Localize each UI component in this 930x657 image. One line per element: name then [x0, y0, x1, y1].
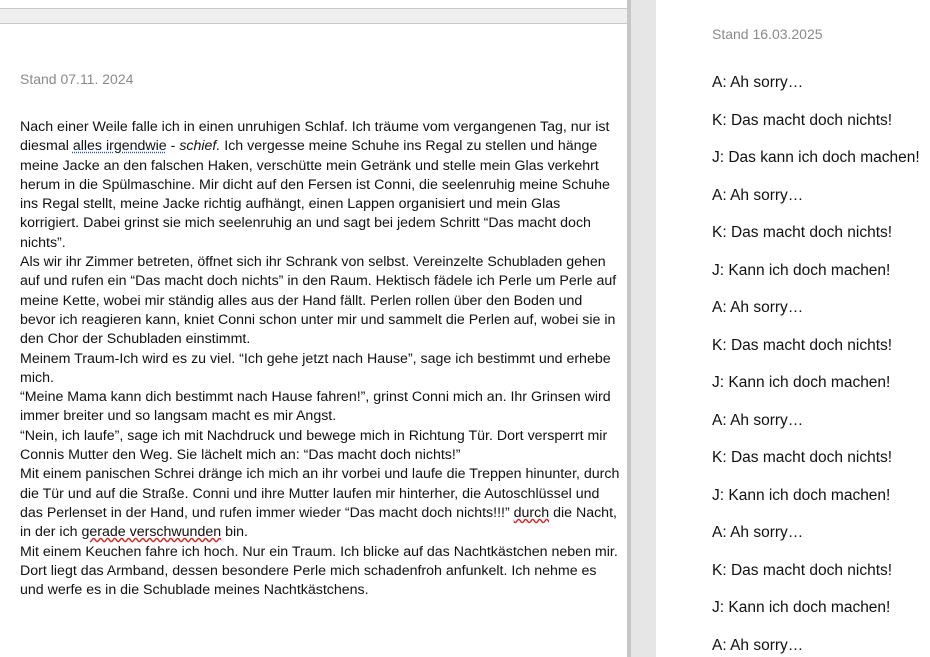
paragraph-2: Als wir ihr Zimmer betreten, öffnet sich ihr Schrank von selbst. Vereinzelte Schubladen gehen auf und rufen ein “Das macht doch nichts” in den Raum. Hektisch fädele ich Perle um Perle auf meine Kette, wobei mir ständig alles aus der Hand fällt. Perlen rollen über den Boden und bevor ich reagieren kann, kniet Conni schon unter mir und sammelt die Perlen auf, wobei sie in den Chor der Schubladen einstimmt.: [20, 254, 617, 348]
spellcheck-marked-text[interactable]: durch: [513, 504, 550, 521]
text-segment: Nach einer Weile falle ich in einen unruhigen Schlaf. Ich träume vom vergangenen Tag, nur ist diesmal: [20, 119, 610, 155]
dialogue-line: A: Ah sorry…: [712, 636, 804, 654]
stand-date-right: Stand 16.03.2025: [712, 26, 823, 42]
dialogue-line: J: Kann ich doch machen!: [712, 486, 891, 504]
grammar-marked-text[interactable]: alles irgendwie: [72, 138, 167, 155]
dialogue-line: K: Das macht doch nichts!: [712, 561, 893, 579]
paragraph-3: Meinem Traum-Ich wird es zu viel. “Ich gehe jetzt nach Hause”, sage ich bestimmt und erhebe mich.: [20, 350, 611, 386]
dialogue-line: J: Das kann ich doch machen!: [712, 149, 920, 166]
story-text[interactable]: [20, 118, 620, 600]
dialogue-line: K: Das macht doch nichts!: [712, 111, 893, 129]
text-segment: Mit einem panischen Schrei dränge ich mich an ihr vorbei und laufe die Treppen hinunter, durch die Tür und auf die Straße. Conni und ihre Mutter laufen mir hinterher, die Autoschlüssel und das Perlenset in der Hand, und rufen immer wieder “Das macht doch nichts!!!”: [20, 466, 620, 521]
text-segment: Ich vergesse meine Schuhe ins Regal zu stellen und hänge meine Jacke an den falschen Haken, verschütte mein Getränk und stelle mein Glas verkehrt herum in die Spülmaschine. Mir dicht auf den Fersen ist Conni, die seelenruhig meine Schuhe ins Regal stellt, meine Jacke richtig aufhängt, einen Lappen organisiert und mein Glas korrigiert. Dabei grinst sie mich seelenruhig an und sagt bei jedem Schritt “Das macht doch nichts”.: [20, 138, 610, 251]
dialogue-line: A: Ah sorry…: [712, 299, 804, 316]
paragraph-6: [20, 465, 620, 542]
stand-date-left: Stand 07.11. 2024: [20, 71, 134, 87]
dialogue-line: K: Das macht doch nichts!: [712, 224, 893, 241]
dialogue-line: A: Ah sorry…: [712, 186, 804, 204]
dialogue-line: A: Ah sorry…: [712, 74, 804, 91]
previous-page-bottom: [0, 0, 627, 8]
dialogue-line: K: Das macht doch nichts!: [712, 449, 893, 466]
paragraph-1: [20, 118, 620, 253]
dialogue-line: J: Kann ich doch machen!: [712, 374, 891, 391]
dialogue-line: A: Ah sorry…: [712, 411, 804, 429]
dialogue-list[interactable]: [712, 73, 920, 657]
dialogue-line: J: Kann ich doch machen!: [712, 599, 891, 616]
paragraph-5: “Nein, ich laufe”, sage ich mit Nachdruck und bewege mich in Richtung Tür. Dort versperrt mir Connis Mutter den Weg. Sie lächelt mich an: “Das macht doch nichts!”: [20, 427, 608, 464]
dialogue-line: J: Kann ich doch machen!: [712, 261, 891, 279]
page-divider: [627, 0, 631, 657]
spellcheck-marked-text[interactable]: gerade verschwunden: [81, 524, 222, 541]
text-segment: -: [166, 138, 180, 155]
dialogue-line: K: Das macht doch nichts!: [712, 336, 893, 354]
paragraph-4: “Meine Mama kann dich bestimmt nach Hause fahren!”, grinst Conni mich an. Ihr Grinsen wird immer breiter und so langsam macht es mir Angst.: [20, 389, 611, 425]
text-segment: bin.: [221, 524, 248, 541]
text-segment: die Nacht, in der ich: [20, 504, 617, 541]
dialogue-line: A: Ah sorry…: [712, 524, 804, 541]
paragraph-7: Mit einem Keuchen fahre ich hoch. Nur ein Traum. Ich blicke auf das Nachtkästchen neben mir. Dort liegt das Armband, dessen besondere Perle mich schadenfroh anfunkelt. Ich nehme es und werfe es in die Schublade meines Nachtkästchens.: [20, 543, 618, 599]
page-gap: [0, 8, 627, 24]
italic-text: schief.: [179, 138, 221, 155]
document-page-right: [656, 0, 930, 657]
